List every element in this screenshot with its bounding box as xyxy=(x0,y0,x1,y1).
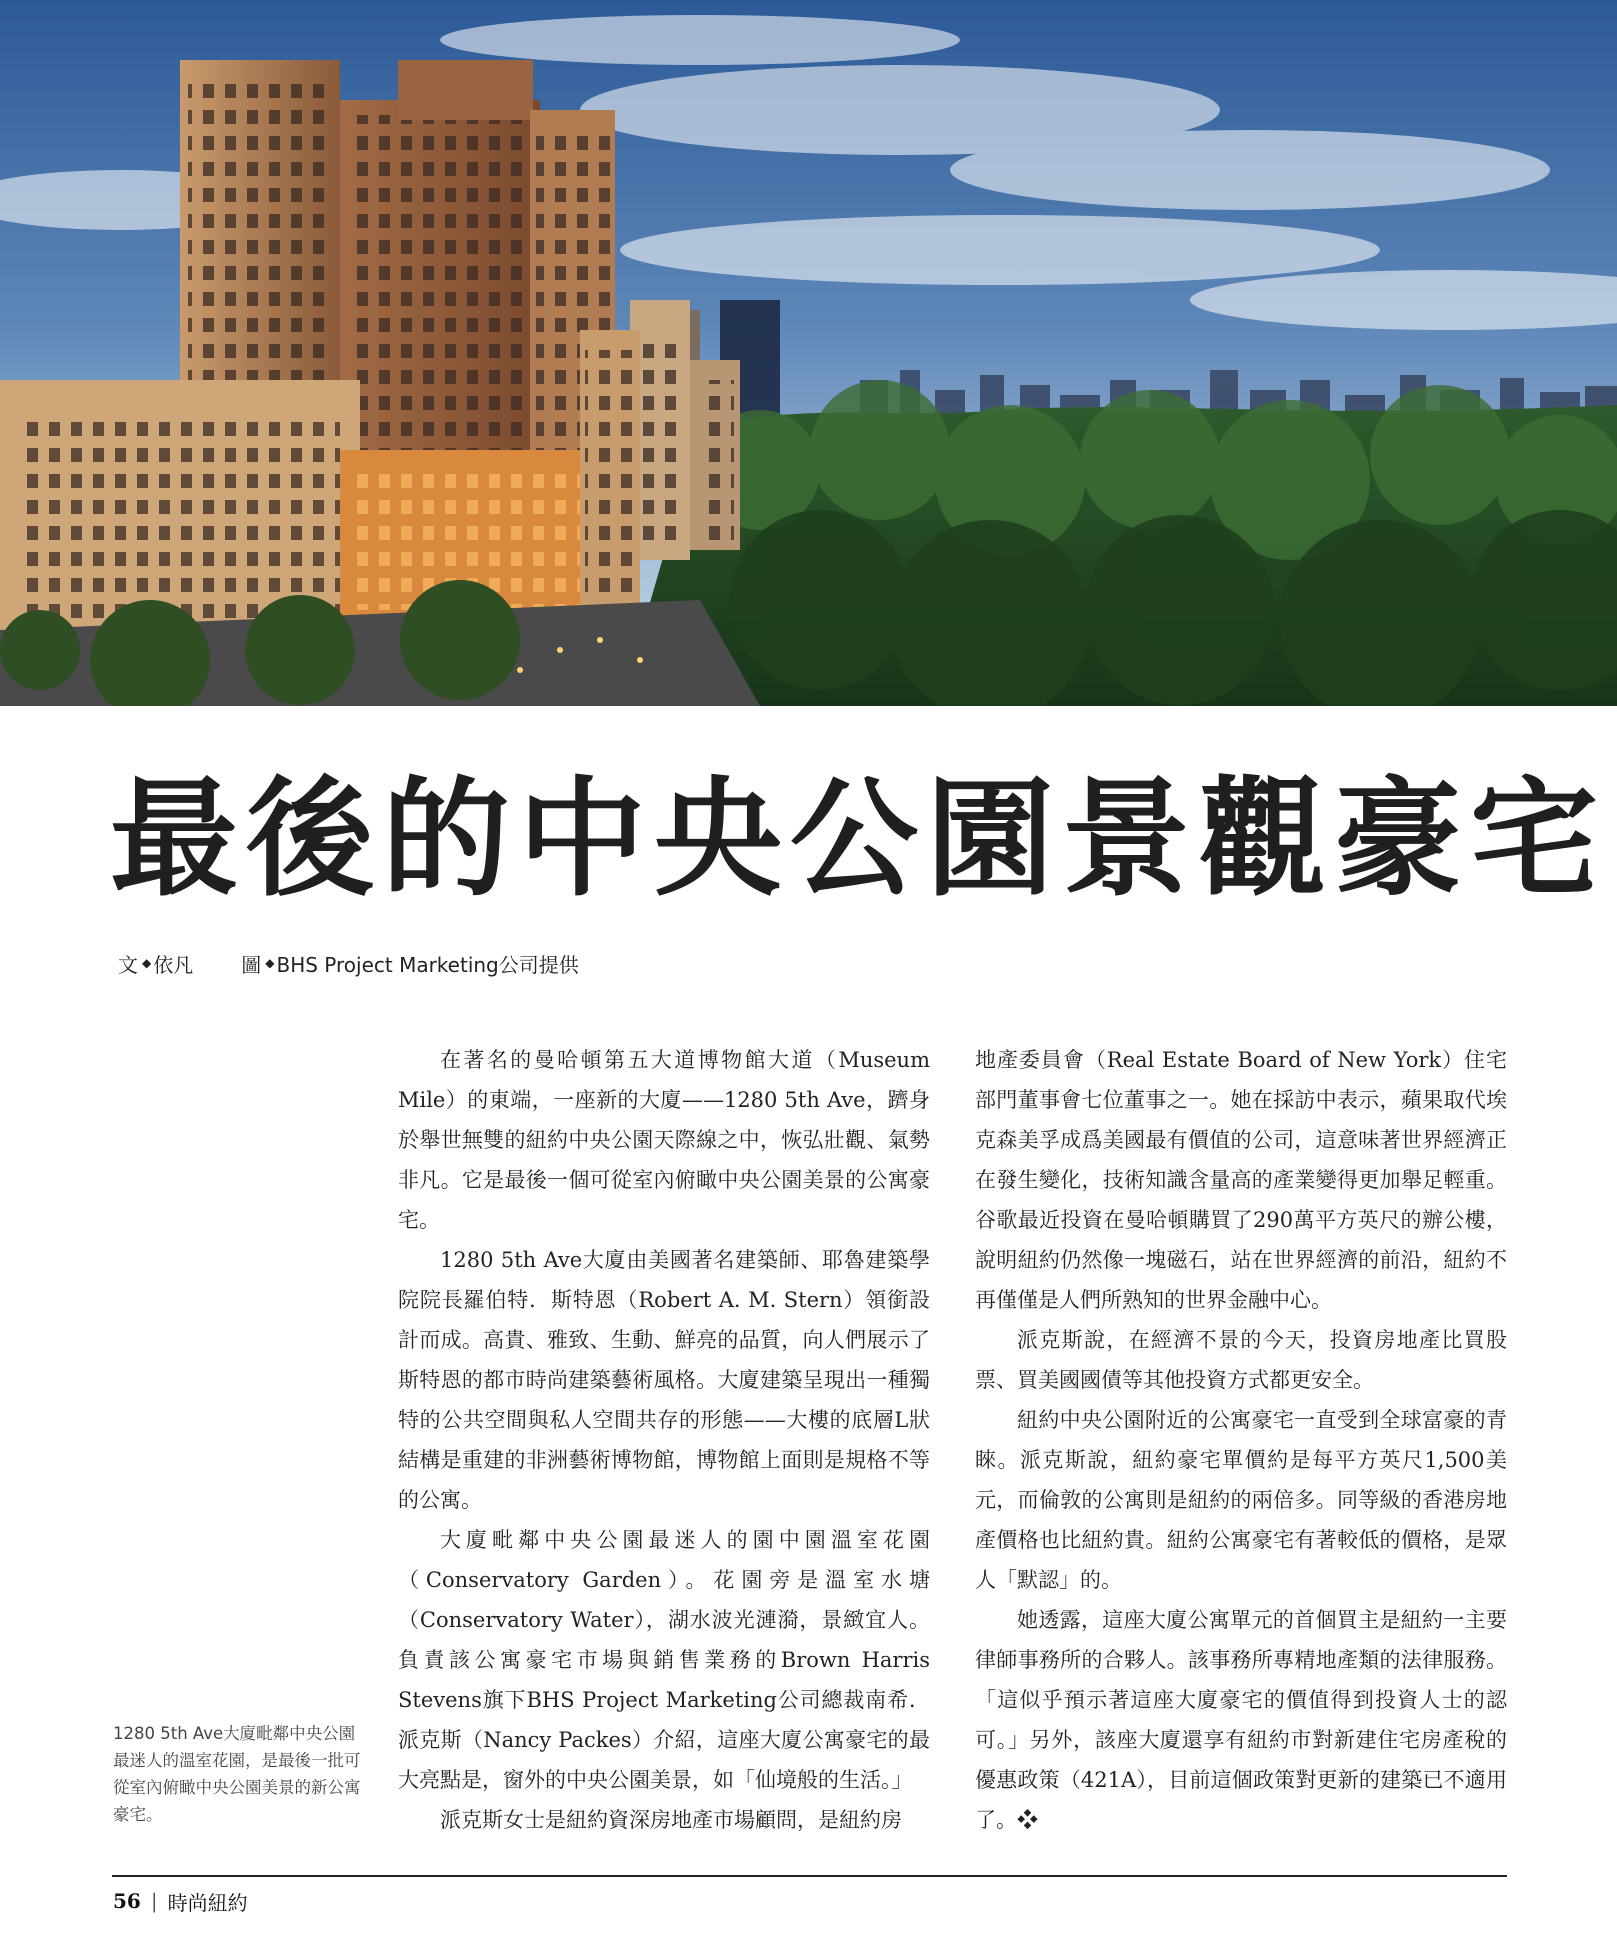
paragraph: 1280 5th Ave大廈由美國著名建築師、耶魯建築學院院長羅伯特．斯特恩（Robert A. M. Stern）領銜設計而成。高貴、雅致、生動、鮮亮的品質，向人們展示了斯特恩的都市時尚建築藝術風格。大廈建築呈現出一種獨特的公共空間與私人空間共存的形態——大樓的底層L狀結構是重建的非洲藝術博物館，博物館上面則是規格不等的公寓。 xyxy=(398,1248,930,1512)
footer-divider xyxy=(112,1875,1507,1877)
diamond-bullet-icon: ◆ xyxy=(142,956,152,970)
paragraph: 在著名的曼哈頓第五大道博物館大道（Museum Mile）的東端，一座新的大廈——1280 5th Ave，躋身於舉世無雙的紐約中央公園天際線之中，恢弘壯觀、氣勢非凡。它是最後一個可從室內俯瞰中央公園美景的公寓豪宅。 xyxy=(398,1048,930,1232)
photo-label: 圖 xyxy=(241,952,262,977)
paragraph: 地產委員會（Real Estate Board of New York）住宅部門董事會七位董事之一。她在採訪中表示，蘋果取代埃克森美孚成爲美國最有價值的公司，這意味著世界經濟正在發生變化，技術知識含量高的產業變得更加舉足輕重。谷歌最近投資在曼哈頓購買了290萬平方英尺的辦公樓，說明紐約仍然像一塊磁石，站在世界經濟的前沿，紐約不再僅僅是人們所熟知的世界金融中心。 xyxy=(975,1048,1507,1312)
footer-separator: | xyxy=(150,1889,158,1913)
page-number: 56 xyxy=(113,1889,141,1913)
body-column-1 xyxy=(398,1040,930,1840)
paragraph: 派克斯女士是紐約資深房地產市場顧問，是紐約房 xyxy=(440,1808,902,1832)
photo-caption: 1280 5th Ave大廈毗鄰中央公園最迷人的溫室花園，是最後一批可從室內俯瞰中央公園美景的新公寓豪宅。 xyxy=(113,1724,361,1824)
body-column-2 xyxy=(975,1040,1507,1840)
publication-name: 時尚紐約 xyxy=(167,1890,248,1915)
article-title: 最後的中央公園景觀豪宅 xyxy=(110,765,1607,914)
paragraph: 派克斯說，在經濟不景的今天，投資房地產比買股票、買美國國債等其他投資方式都更安全。 xyxy=(975,1328,1507,1392)
paragraph: 紐約中央公園附近的公寓豪宅一直受到全球富豪的青睞。派克斯說，紐約豪宅單價約是每平方英尺1,500美元，而倫敦的公寓則是紐約的兩倍多。同等級的香港房地產價格也比紐約貴。紐約公寓豪宅有著較低的價格，是眾人「默認」的。 xyxy=(975,1408,1507,1592)
paragraph: 大廈毗鄰中央公園最迷人的園中園溫室花園（Conservatory Garden）。花園旁是溫室水塘（Conservatory Water），湖水波光漣漪，景緻宜人。負責該公寓豪宅市場與銷售業務的Brown Harris Stevens旗下BHS Project Marketing公司總裁南希．派克斯（Nancy Packes）介紹，這座大廈公寓豪宅的最大亮點是，窗外的中央公園美景，如「仙境般的生活。」 xyxy=(398,1528,930,1792)
author-name: 依凡 xyxy=(153,952,194,977)
author-label: 文 xyxy=(118,952,138,977)
paragraph: 她透露，這座大廈公寓單元的首個買主是紐約一主要律師事務所的合夥人。該事務所專精地產類的法律服務。「這似乎預示著這座大廈豪宅的價值得到投資人士的認可。」另外，該座大廈還享有紐約市對新建住宅房產稅的優惠政策（421A），目前這個政策對更新的建築已不適用了。❖ xyxy=(975,1608,1507,1832)
byline xyxy=(118,948,579,978)
central-park-building-illustration xyxy=(0,0,1617,706)
diamond-bullet-icon: ◆ xyxy=(265,956,275,970)
hero-photo xyxy=(0,0,1617,706)
photo-credit: BHS Project Marketing公司提供 xyxy=(276,952,579,977)
page-footer xyxy=(113,1886,248,1916)
